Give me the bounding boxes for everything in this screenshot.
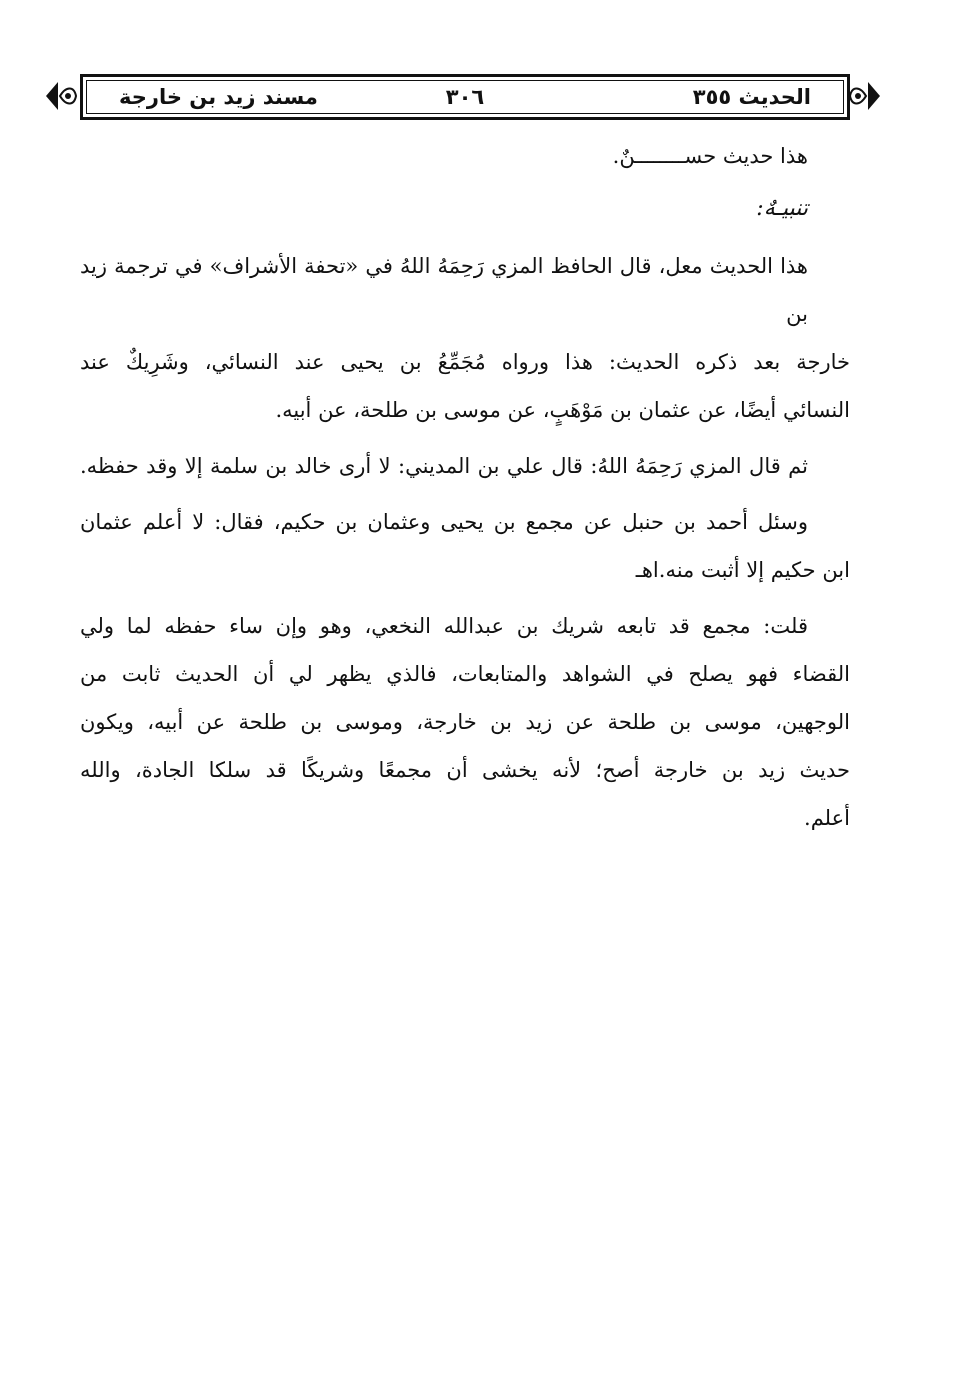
paragraph-line: خارجة بعد ذكره الحديث: هذا ورواه مُجَمِّعُ بن يحيى عند النسائي، وشَرِيكٌ عند [80,350,850,374]
page-content [80,132,850,842]
paragraph-line: هذا الحديث معل، قال الحافظ المزي رَحِمَهُ اللهُ في «تحفة الأشراف» في ترجمة زيد بن [80,254,808,326]
paragraph-line: ثم قال المزي رَحِمَهُ اللهُ: قال علي بن المديني: لا أرى خالد بن سلمة إلا وقد حفظه. [80,454,808,478]
tanbih-heading: تنبيـهٌ: [756,196,808,221]
paragraph-line: القضاء فهو يصلح في الشواهد والمتابعات، فالذي يظهر لي أن الحديث ثابت من [80,662,850,686]
paragraph-line: حديث زيد بن خارجة أصح؛ لأنه يخشى أن مجمعًا وشريكًا قد سلكا الجادة، والله [80,758,850,782]
paragraph-line: قلت: مجمع قد تابعه شريك بن عبدالله النخعي، وهو وإن ساء حفظه لما ولي [80,614,808,638]
running-header [80,74,850,120]
paragraph-2 [80,442,850,490]
page-number: ٣٠٦ [445,85,485,109]
paragraph-line: أعلم. [804,806,850,830]
hadith-grade-line: هذا حديث حســــــــنٌ. [612,144,808,168]
paragraph-1 [80,242,850,434]
ornament-left-icon [44,76,78,116]
paragraph-line: وسئل أحمد بن حنبل عن مجمع بن يحيى وعثمان بن حكيم، فقال: لا أعلم عثمان [80,510,808,534]
paragraph-3 [80,498,850,594]
paragraph-line: ابن حكيم إلا أثبت منه.اهـ [635,558,850,582]
paragraph-line: الوجهين، موسى بن طلحة عن زيد بن خارجة، وموسى بن طلحة عن أبيه، ويكون [80,710,850,734]
paragraph-line: النسائي أيضًا، عن عثمان بن مَوْهَبٍ، عن موسى بن طلحة، عن أبيه. [275,398,850,422]
hadith-number-label: الحديث ٣٥٥ [692,85,811,109]
ornament-right-icon [848,76,882,116]
paragraph-4 [80,602,850,842]
book-section-title: مسند زيد بن خارجة [119,85,318,109]
